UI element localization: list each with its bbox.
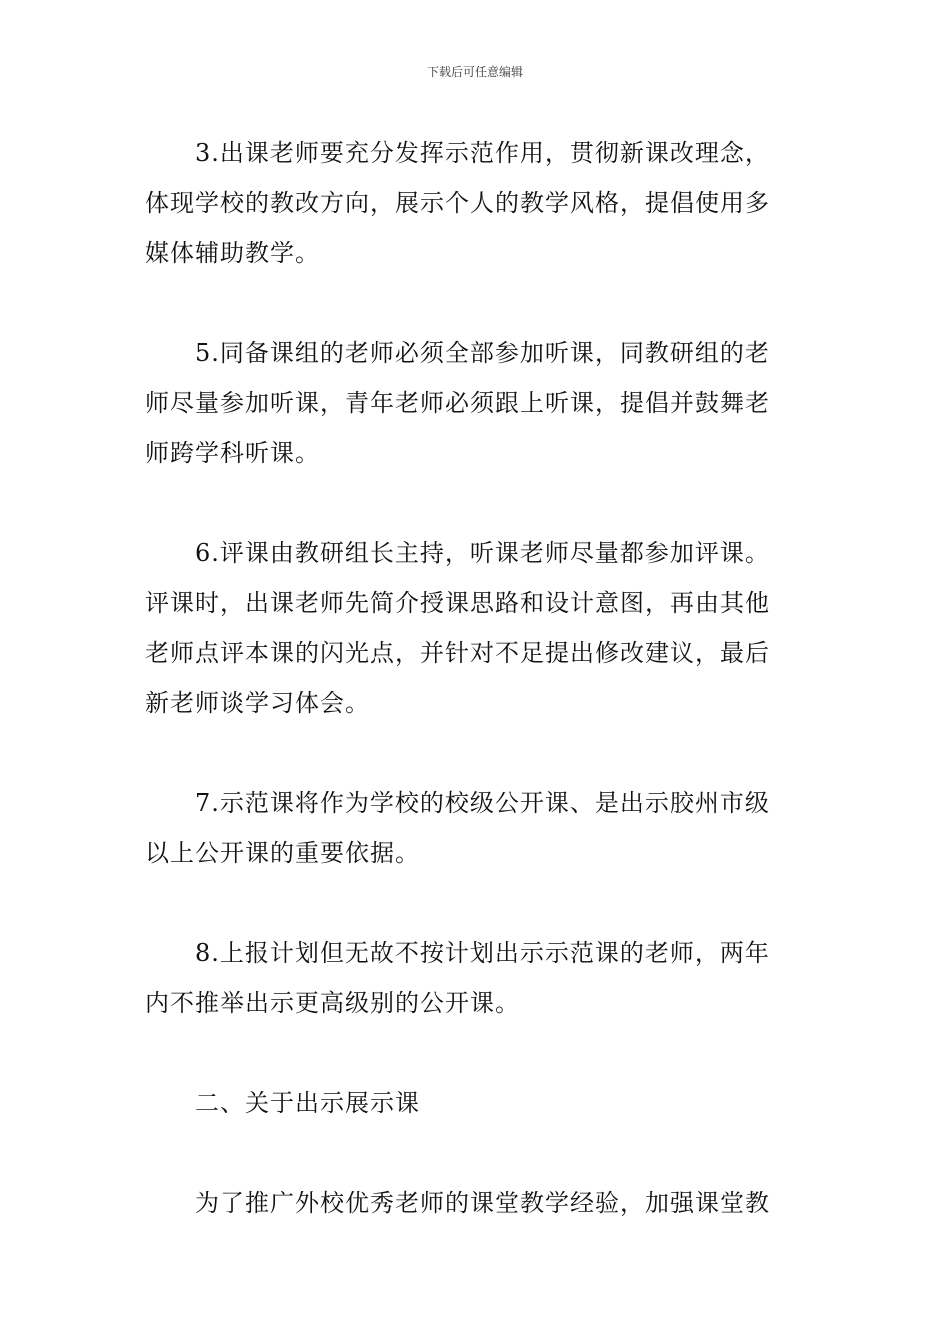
text-line: 师尽量参加听课，青年老师必须跟上听课，提倡并鼓舞老: [145, 389, 770, 417]
text-line: 新老师谈学习体会。: [145, 689, 370, 717]
heading-text: 二、关于出示展示课: [195, 1089, 420, 1117]
text-line: 以上公开课的重要依据。: [145, 839, 420, 867]
text-line: 3.出课老师要充分发挥示范作用，贯彻新课改理念，: [195, 139, 770, 167]
text-line: 内不推举出示更高级别的公开课。: [145, 989, 520, 1017]
document-body: [145, 128, 810, 1228]
text-line: 评课时，出课老师先简介授课思路和设计意图，再由其他: [145, 589, 770, 617]
text-line: 6.评课由教研组长主持，听课老师尽量都参加评课。: [195, 539, 770, 567]
paragraph-item-5: [145, 328, 810, 478]
paragraph-item-7: [145, 778, 810, 878]
text-line: 老师点评本课的闪光点，并针对不足提出修改建议，最后: [145, 639, 770, 667]
paragraph-item-6: [145, 528, 810, 728]
text-line: 为了推广外校优秀老师的课堂教学经验，加强课堂教: [195, 1189, 770, 1217]
section-heading: [145, 1078, 810, 1128]
page-header: 下载后可任意编辑: [426, 65, 523, 79]
paragraph-item-8: [145, 928, 810, 1028]
text-line: 师跨学科听课。: [145, 439, 320, 467]
text-line: 体现学校的教改方向，展示个人的教学风格，提倡使用多: [145, 189, 770, 217]
text-line: 媒体辅助教学。: [145, 239, 320, 267]
text-line: 5.同备课组的老师必须全部参加听课，同教研组的老: [195, 339, 770, 367]
text-line: 7.示范课将作为学校的校级公开课、是出示胶州市级: [195, 789, 770, 817]
paragraph-item-3: [145, 128, 810, 278]
paragraph-intro: [145, 1178, 810, 1228]
text-line: 8.上报计划但无故不按计划出示示范课的老师，两年: [195, 939, 770, 967]
